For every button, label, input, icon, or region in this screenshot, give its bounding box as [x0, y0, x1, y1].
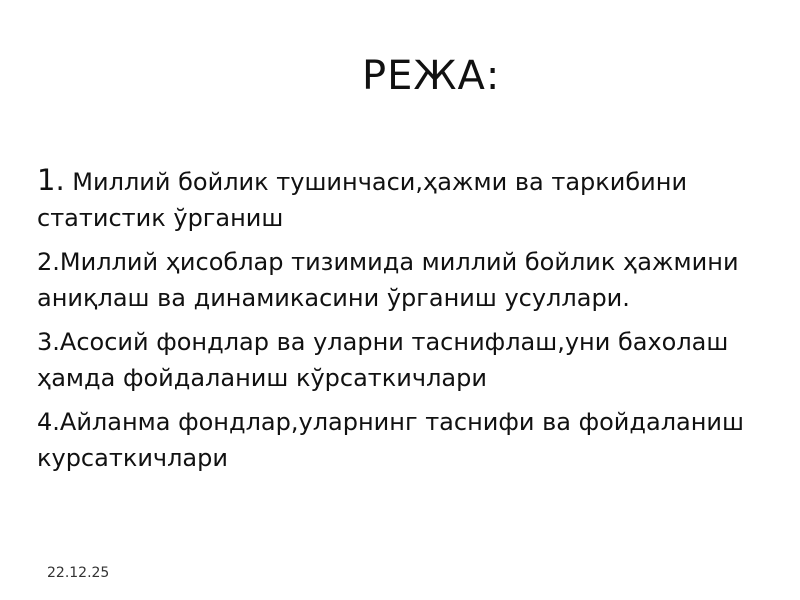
agenda-list	[37, 162, 772, 484]
agenda-item-3-text: 3.Асосий фондлар ва уларни таснифлаш,уни бахолаш ҳамда фойдаланиш кўрсаткичлари	[37, 328, 729, 392]
agenda-item-2-text: 2.Миллий ҳисоблар тизимида миллий бойлик ҳажмини аниқлаш ва динамикасини ўрганиш усуллари.	[37, 248, 739, 312]
agenda-item-1-text: Миллий бойлик тушинчаси,ҳажми ва таркибини статистик ўрганиш	[37, 168, 688, 232]
agenda-item-3	[37, 324, 772, 396]
slide-date: 22.12.25	[47, 565, 110, 581]
agenda-item-1	[37, 162, 772, 236]
agenda-item-4-text: 4.Айланма фондлар,уларнинг таснифи ва фойдаланиш курсаткичлари	[37, 408, 744, 472]
agenda-item-2	[37, 244, 772, 316]
slide-title: РЕЖА:	[362, 53, 501, 99]
agenda-item-4	[37, 404, 772, 476]
agenda-item-1-number: 1.	[37, 163, 65, 197]
